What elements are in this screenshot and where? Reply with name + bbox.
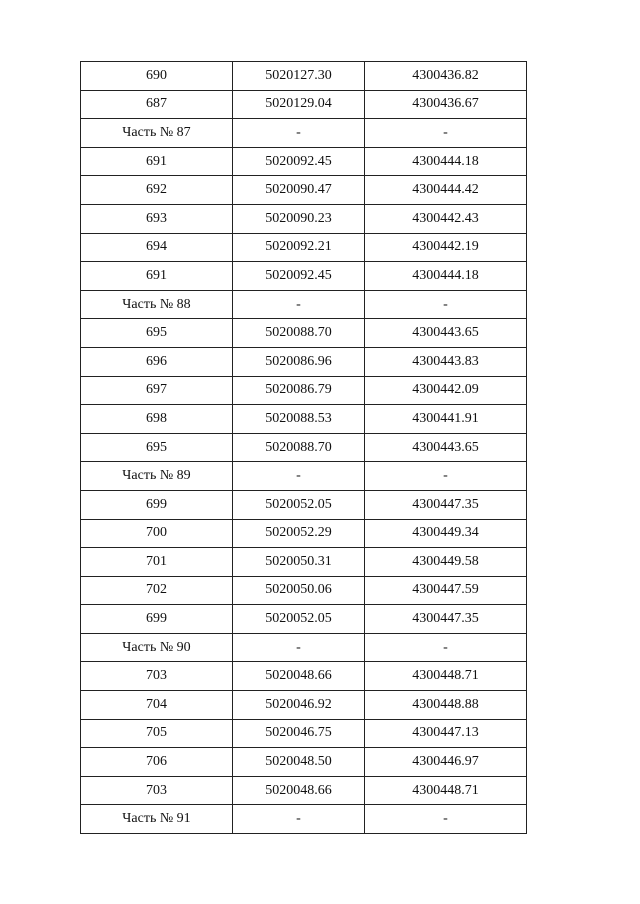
table-row — [81, 576, 527, 605]
point-number-cell: 698 — [81, 405, 233, 434]
table-row — [81, 748, 527, 777]
x-coordinate-cell: 5020050.06 — [233, 576, 365, 605]
x-coordinate-cell: 5020092.21 — [233, 233, 365, 262]
y-coordinate-cell: 4300449.58 — [365, 548, 527, 577]
x-coordinate-cell: 5020052.05 — [233, 490, 365, 519]
y-coordinate-cell: 4300448.71 — [365, 776, 527, 805]
y-coordinate-cell: 4300442.43 — [365, 204, 527, 233]
table-row — [81, 719, 527, 748]
x-coordinate-cell: - — [233, 462, 365, 491]
x-coordinate-cell: 5020088.70 — [233, 319, 365, 348]
point-number-cell: 695 — [81, 433, 233, 462]
x-coordinate-cell: 5020090.23 — [233, 204, 365, 233]
x-coordinate-cell: 5020048.66 — [233, 776, 365, 805]
section-label-cell: Часть № 89 — [81, 462, 233, 491]
coordinates-table — [80, 61, 527, 834]
section-header-row — [81, 805, 527, 834]
x-coordinate-cell: 5020086.96 — [233, 347, 365, 376]
x-coordinate-cell: 5020086.79 — [233, 376, 365, 405]
point-number-cell: 706 — [81, 748, 233, 777]
y-coordinate-cell: 4300444.18 — [365, 147, 527, 176]
y-coordinate-cell: - — [365, 119, 527, 148]
y-coordinate-cell: 4300443.65 — [365, 433, 527, 462]
x-coordinate-cell: 5020048.66 — [233, 662, 365, 691]
section-header-row — [81, 462, 527, 491]
x-coordinate-cell: 5020090.47 — [233, 176, 365, 205]
point-number-cell: 692 — [81, 176, 233, 205]
y-coordinate-cell: 4300443.83 — [365, 347, 527, 376]
point-number-cell: 691 — [81, 262, 233, 291]
y-coordinate-cell: - — [365, 805, 527, 834]
table-row — [81, 519, 527, 548]
y-coordinate-cell: 4300442.09 — [365, 376, 527, 405]
y-coordinate-cell: 4300447.13 — [365, 719, 527, 748]
table-row — [81, 433, 527, 462]
table-row — [81, 691, 527, 720]
y-coordinate-cell: 4300443.65 — [365, 319, 527, 348]
x-coordinate-cell: 5020048.50 — [233, 748, 365, 777]
table-row — [81, 62, 527, 91]
section-label-cell: Часть № 91 — [81, 805, 233, 834]
section-label-cell: Часть № 88 — [81, 290, 233, 319]
x-coordinate-cell: 5020050.31 — [233, 548, 365, 577]
table-row — [81, 319, 527, 348]
point-number-cell: 696 — [81, 347, 233, 376]
point-number-cell: 703 — [81, 662, 233, 691]
x-coordinate-cell: 5020127.30 — [233, 62, 365, 91]
table-row — [81, 347, 527, 376]
table-row — [81, 233, 527, 262]
y-coordinate-cell: 4300448.71 — [365, 662, 527, 691]
table-row — [81, 147, 527, 176]
section-header-row — [81, 633, 527, 662]
y-coordinate-cell: 4300447.35 — [365, 605, 527, 634]
y-coordinate-cell: - — [365, 290, 527, 319]
point-number-cell: 704 — [81, 691, 233, 720]
y-coordinate-cell: 4300447.35 — [365, 490, 527, 519]
point-number-cell: 694 — [81, 233, 233, 262]
y-coordinate-cell: 4300441.91 — [365, 405, 527, 434]
x-coordinate-cell: 5020088.53 — [233, 405, 365, 434]
x-coordinate-cell: 5020092.45 — [233, 147, 365, 176]
coordinates-table-body — [81, 62, 527, 834]
point-number-cell: 700 — [81, 519, 233, 548]
point-number-cell: 701 — [81, 548, 233, 577]
table-row — [81, 262, 527, 291]
point-number-cell: 693 — [81, 204, 233, 233]
x-coordinate-cell: 5020052.05 — [233, 605, 365, 634]
x-coordinate-cell: 5020129.04 — [233, 90, 365, 119]
table-row — [81, 548, 527, 577]
point-number-cell: 699 — [81, 490, 233, 519]
point-number-cell: 690 — [81, 62, 233, 91]
x-coordinate-cell: - — [233, 633, 365, 662]
section-label-cell: Часть № 87 — [81, 119, 233, 148]
y-coordinate-cell: 4300444.42 — [365, 176, 527, 205]
table-row — [81, 376, 527, 405]
y-coordinate-cell: 4300447.59 — [365, 576, 527, 605]
point-number-cell: 687 — [81, 90, 233, 119]
table-row — [81, 176, 527, 205]
y-coordinate-cell: - — [365, 462, 527, 491]
table-row — [81, 662, 527, 691]
point-number-cell: 699 — [81, 605, 233, 634]
y-coordinate-cell: 4300444.18 — [365, 262, 527, 291]
table-row — [81, 204, 527, 233]
point-number-cell: 695 — [81, 319, 233, 348]
table-row — [81, 490, 527, 519]
section-header-row — [81, 119, 527, 148]
point-number-cell: 691 — [81, 147, 233, 176]
x-coordinate-cell: - — [233, 805, 365, 834]
x-coordinate-cell: 5020046.75 — [233, 719, 365, 748]
section-header-row — [81, 290, 527, 319]
section-label-cell: Часть № 90 — [81, 633, 233, 662]
table-row — [81, 405, 527, 434]
point-number-cell: 703 — [81, 776, 233, 805]
x-coordinate-cell: - — [233, 119, 365, 148]
x-coordinate-cell: 5020046.92 — [233, 691, 365, 720]
y-coordinate-cell: 4300446.97 — [365, 748, 527, 777]
y-coordinate-cell: 4300436.82 — [365, 62, 527, 91]
y-coordinate-cell: 4300436.67 — [365, 90, 527, 119]
x-coordinate-cell: 5020092.45 — [233, 262, 365, 291]
point-number-cell: 702 — [81, 576, 233, 605]
y-coordinate-cell: 4300449.34 — [365, 519, 527, 548]
table-row — [81, 90, 527, 119]
table-row — [81, 605, 527, 634]
y-coordinate-cell: - — [365, 633, 527, 662]
point-number-cell: 705 — [81, 719, 233, 748]
y-coordinate-cell: 4300448.88 — [365, 691, 527, 720]
x-coordinate-cell: 5020052.29 — [233, 519, 365, 548]
y-coordinate-cell: 4300442.19 — [365, 233, 527, 262]
point-number-cell: 697 — [81, 376, 233, 405]
x-coordinate-cell: - — [233, 290, 365, 319]
x-coordinate-cell: 5020088.70 — [233, 433, 365, 462]
table-row — [81, 776, 527, 805]
